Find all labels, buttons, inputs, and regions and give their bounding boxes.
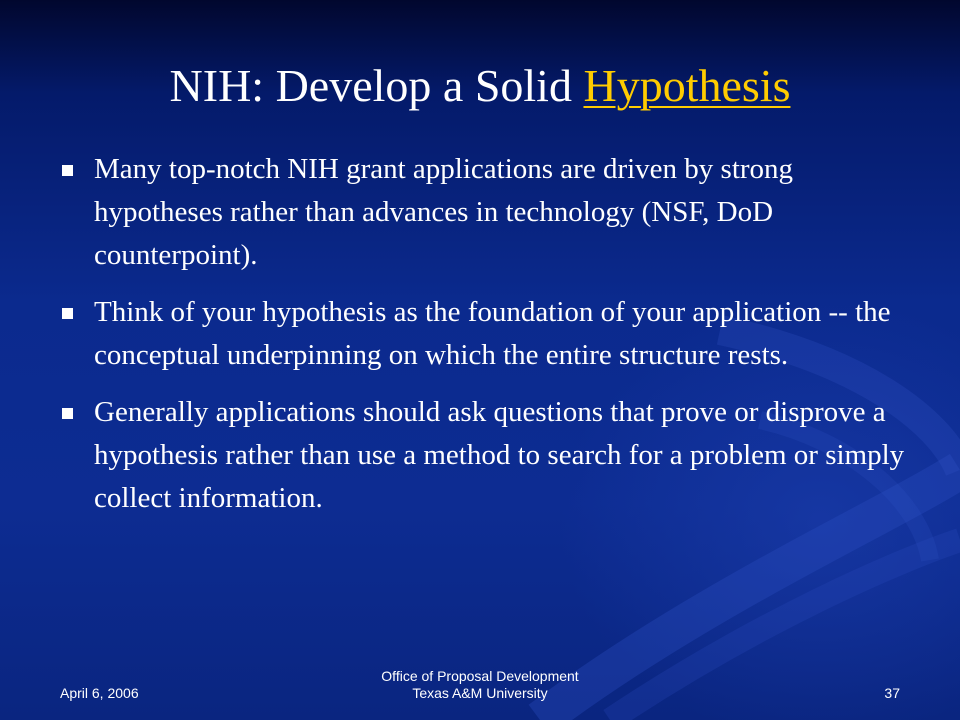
bullet-item — [60, 291, 910, 377]
bullet-item — [60, 391, 910, 520]
bullet-text: Think of your hypothesis as the foundation of your application -- the conceptual underpinning on which the entire structure rests. — [94, 296, 891, 371]
square-bullet-icon — [62, 165, 73, 176]
slide-number: 37 — [884, 685, 900, 701]
footer-office-name: Office of Proposal Development — [381, 668, 579, 684]
slide-title-text: NIH: Develop a Solid — [169, 60, 584, 111]
footer-date: April 6, 2006 — [60, 685, 139, 701]
square-bullet-icon — [62, 308, 73, 319]
bullet-list — [60, 148, 910, 534]
square-bullet-icon — [62, 408, 73, 419]
hypothesis-link[interactable]: Hypothesis — [583, 60, 791, 111]
footer-office — [330, 668, 630, 702]
bullet-item — [60, 148, 910, 277]
bullet-text: Many top-notch NIH grant applications are driven by strong hypotheses rather than advances in technology (NSF, DoD counterpoint). — [94, 153, 794, 271]
footer-university-name: Texas A&M University — [412, 685, 548, 701]
slide-title — [0, 58, 960, 114]
bullet-text: Generally applications should ask questions that prove or disprove a hypothesis rather than use a method to search for a problem or simply collect information. — [94, 396, 905, 514]
